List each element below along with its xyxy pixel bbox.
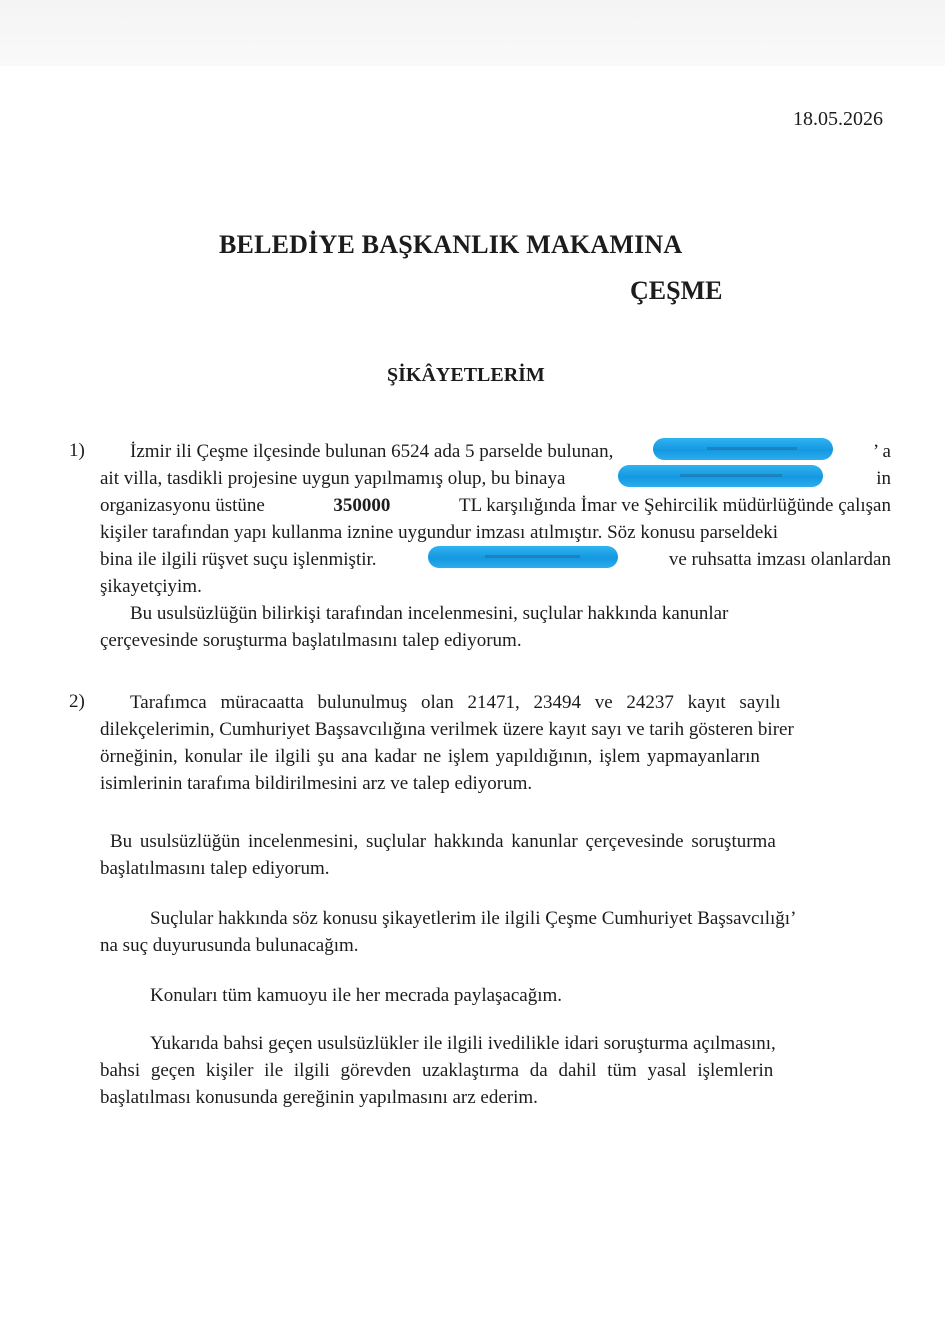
item-2-number: 2) — [69, 691, 85, 712]
paragraph-5 — [100, 982, 891, 1009]
item-1-line: organizasyonu üstüne 350000 TL karşılığında İmar ve Şehircilik müdürlüğünde çalışan — [100, 495, 891, 516]
item-1-paragraph — [100, 438, 891, 654]
redaction-mark — [428, 546, 618, 568]
paragraph-line: başlatılması konusunda gereğinin yapılmasını arz ederim. — [100, 1087, 538, 1108]
paragraph-line: na suç duyurusunda bulunacağım. — [100, 935, 359, 956]
addressee-title: BELEDİYE BAŞKANLIK MAKAMINA — [219, 230, 683, 259]
item-1-line: bina ile ilgili rüşvet suçu işlenmiştir. ve ruhsatta imzası olanlardan — [100, 546, 891, 573]
redaction-mark — [618, 465, 823, 487]
item-1-number: 1) — [69, 440, 85, 461]
paragraph-line: Suçlular hakkında söz konusu şikayetlerim ile ilgili Çeşme Cumhuriyet Başsavcılığı’ — [150, 908, 797, 929]
addressee-city: ÇEŞME — [630, 276, 723, 305]
paragraph-line: bahsi geçen kişiler ile ilgili görevden uzaklaştırma da dahil tüm yasal işlemlerin — [100, 1060, 774, 1081]
paragraph-6 — [100, 1030, 891, 1111]
item-2-line: Tarafımca müracaatta bulunulmuş olan 21471, 23494 ve 24237 kayıt sayılı — [130, 692, 781, 713]
item-1-line: ait villa, tasdikli projesine uygun yapılmamış olup, bu binaya in — [100, 465, 891, 492]
paragraph-3 — [100, 828, 891, 882]
item-1-line: kişiler tarafından yapı kullanma iznine uygundur imzası atılmıştır. Söz konusu parseldeki — [100, 522, 779, 543]
paragraph-line: Yukarıda bahsi geçen usulsüzlükler ile ilgili ivedilikle idari soruşturma açılmasını, — [150, 1033, 776, 1054]
document-subject: ŞİKÂYETLERİM — [387, 364, 545, 386]
item-2-line: örneğinin, konular ile ilgili şu ana kadar ne işlem yapıldığının, işlem yapmayanların — [100, 746, 760, 767]
item-1-line: Bu usulsüzlüğün bilirkişi tarafından incelenmesini, suçlular hakkında kanunlar — [130, 603, 729, 624]
paragraph-line: başlatılmasını talep ediyorum. — [100, 858, 330, 879]
item-1-line: İzmir ili Çeşme ilçesinde bulunan 6524 ada 5 parselde bulunan, ’ a — [100, 438, 891, 465]
item-1-line: şikayetçiyim. — [100, 576, 202, 597]
item-2-paragraph — [100, 689, 891, 797]
photo-top-band — [0, 0, 945, 66]
item-1-line: çerçevesinde soruşturma başlatılmasını talep ediyorum. — [100, 630, 522, 651]
paragraph-line: Konuları tüm kamuoyu ile her mecrada paylaşacağım. — [150, 985, 563, 1006]
item-2-line: isimlerinin tarafıma bildirilmesini arz ve talep ediyorum. — [100, 773, 533, 794]
paragraph-4 — [100, 905, 891, 959]
redaction-mark — [653, 438, 833, 460]
item-2-line: dilekçelerimin, Cumhuriyet Başsavcılığına verilmek üzere kayıt sayı ve tarih gösteren birer — [100, 719, 794, 740]
paragraph-line: Bu usulsüzlüğün incelenmesini, suçlular hakkında kanunlar çerçevesinde soruşturma — [110, 831, 776, 852]
document-date: 18.05.2026 — [793, 108, 883, 130]
amount: 350000 — [333, 495, 391, 516]
